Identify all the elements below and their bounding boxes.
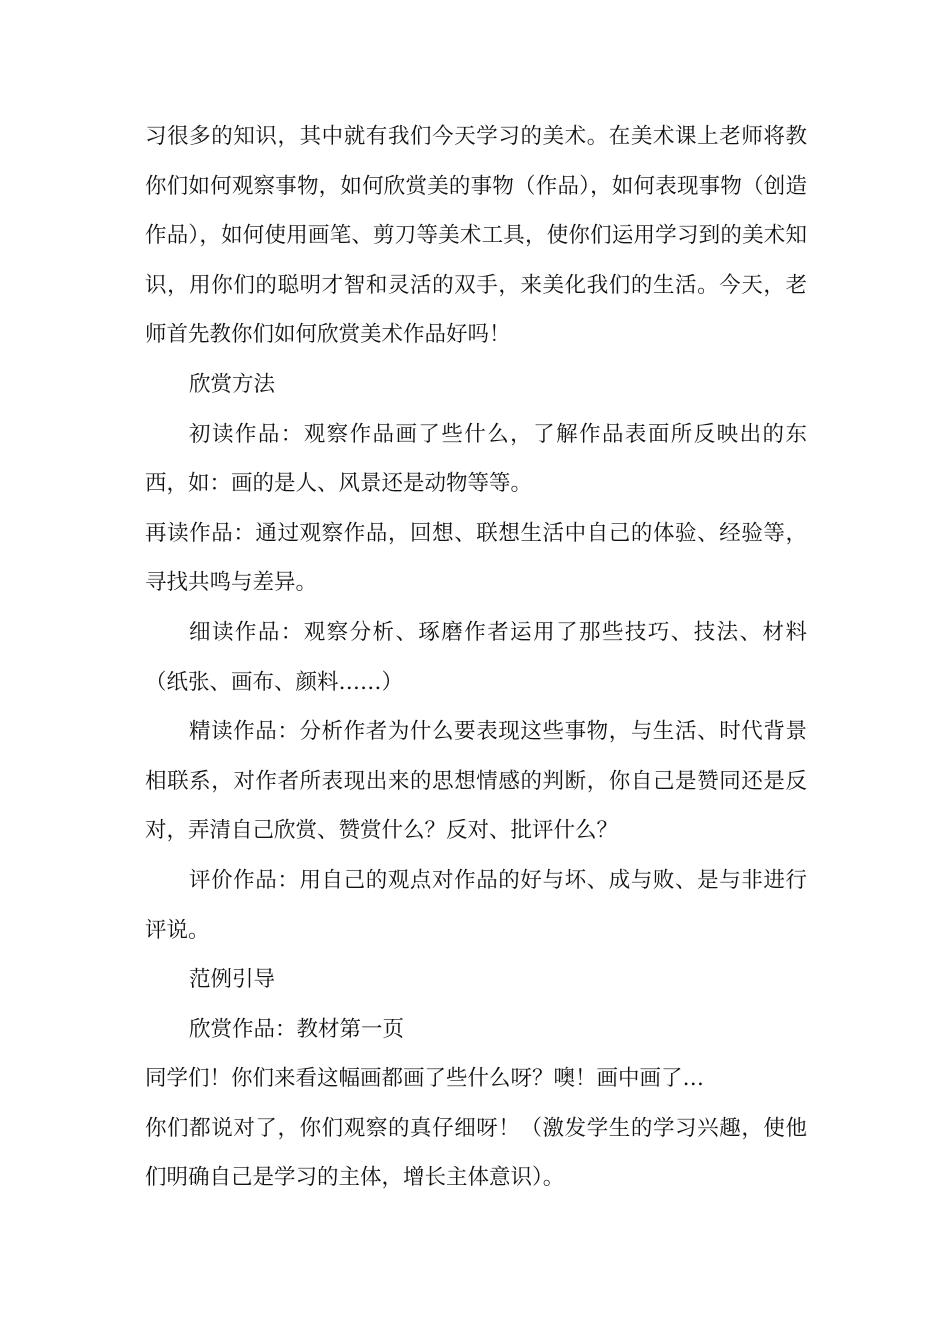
paragraph-second-reading: 再读作品：通过观察作品，回想、联想生活中自己的体验、经验等，寻找共鸣与差异。 — [145, 520, 807, 596]
heading-appreciation-method: 欣赏方法 — [189, 371, 276, 397]
paragraph-appreciation-work: 欣赏作品：教材第一页 — [189, 1016, 405, 1042]
document-body — [145, 112, 807, 1203]
paragraph-question: 同学们！你们来看这幅画都画了些什么呀？噢！画中画了… — [145, 1066, 705, 1092]
heading-example-guide: 范例引导 — [189, 967, 276, 993]
paragraph-evaluation: 评价作品：用自己的观点对作品的好与坏、成与败、是与非进行评说。 — [145, 867, 807, 943]
paragraph-detailed-reading: 细读作品：观察分析、琢磨作者运用了那些技巧、技法、材料（纸张、画布、颜料……） — [145, 619, 807, 695]
paragraph-intensive-reading: 精读作品：分析作者为什么要表现这些事物，与生活、时代背景相联系，对作者所表现出来的思想情感的判断，你自己是赞同还是反对，弄清自己欣赏、赞赏什么？反对、批评什么？ — [145, 719, 807, 844]
paragraph-first-reading: 初读作品：观察作品画了些什么，了解作品表面所反映出的东西，如：画的是人、风景还是动物等等。 — [145, 421, 807, 497]
paragraph-closing: 你们都说对了，你们观察的真仔细呀！（激发学生的学习兴趣，使他们明确自己是学习的主体，增长主体意识）。 — [145, 1115, 807, 1191]
paragraph-intro: 习很多的知识，其中就有我们今天学习的美术。在美术课上老师将教你们如何观察事物，如何欣赏美的事物（作品），如何表现事物（创造作品），如何使用画笔、剪刀等美术工具，使你们运用学习到的美术知识，用你们的聪明才智和灵活的双手，来美化我们的生活。今天，老师首先教你们如何欣赏美术作品好吗！ — [145, 124, 807, 348]
